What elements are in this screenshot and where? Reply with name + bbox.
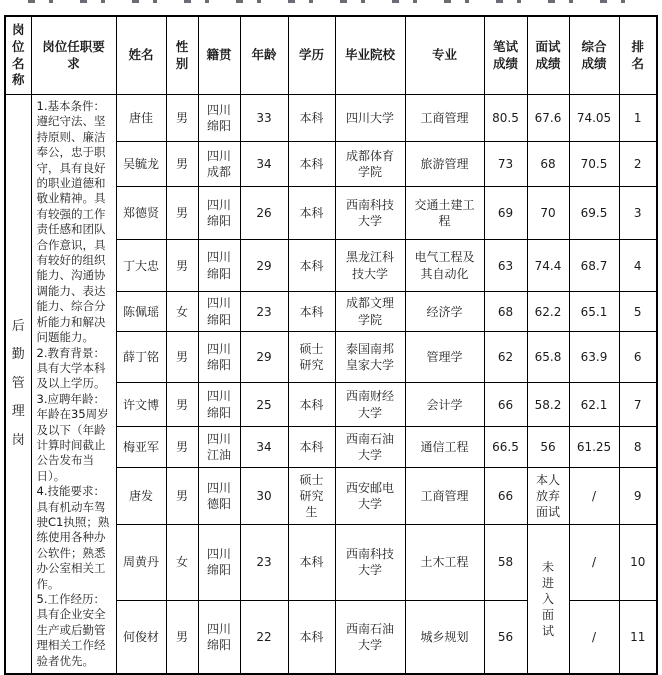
interview-note-cell <box>527 468 569 525</box>
rank-cell <box>619 240 657 292</box>
interview-merged-note-cell <box>527 525 569 675</box>
major-cell-text: 工商管理 <box>420 111 469 126</box>
written-score-cell <box>484 292 527 332</box>
written-score-cell <box>484 383 527 427</box>
name-cell <box>116 525 166 601</box>
age-cell <box>240 187 288 240</box>
age-cell <box>240 240 288 292</box>
name-cell-text: 吴毓龙 <box>122 157 159 172</box>
interview-score-cell <box>527 383 569 427</box>
interview-score-cell-text: 68 <box>540 157 556 172</box>
interview-score-cell <box>527 187 569 240</box>
written-score-cell <box>484 427 527 468</box>
education-cell-text: 本科 <box>299 555 324 570</box>
major-cell-text: 土木工程 <box>420 555 469 570</box>
composite-score-cell <box>569 292 619 332</box>
major-cell-text: 经济学 <box>426 304 463 319</box>
major-cell <box>405 525 484 601</box>
hometown-cell-text: 四川江油 <box>206 431 231 462</box>
written-score-cell <box>484 95 527 142</box>
name-cell <box>116 383 166 427</box>
school-cell-text: 成都体育学院 <box>345 148 394 179</box>
age-cell-text: 29 <box>256 350 272 365</box>
hometown-cell <box>198 187 240 240</box>
gender-cell <box>166 240 198 292</box>
written-score-cell <box>484 468 527 525</box>
gender-cell <box>166 187 198 240</box>
school-cell <box>335 525 405 601</box>
table-row <box>5 95 657 142</box>
gender-cell <box>166 332 198 383</box>
school-cell-text: 西南石油大学 <box>345 431 394 462</box>
gender-cell-text: 男 <box>175 489 188 504</box>
school-cell <box>335 383 405 427</box>
rank-cell <box>619 427 657 468</box>
rank-cell <box>619 600 657 674</box>
major-cell <box>405 187 484 240</box>
header-hometown <box>198 16 240 95</box>
education-cell-text: 本科 <box>299 258 324 273</box>
hometown-cell <box>198 525 240 601</box>
name-cell-text: 唐佳 <box>128 111 153 126</box>
written-score-cell-text: 63 <box>497 258 514 273</box>
school-cell-text: 黑龙江科技大学 <box>345 250 394 281</box>
header-position-text: 岗位名称 <box>11 21 25 88</box>
rank-cell <box>619 525 657 601</box>
age-cell <box>240 427 288 468</box>
gender-cell <box>166 383 198 427</box>
gender-cell <box>166 525 198 601</box>
hometown-cell <box>198 332 240 383</box>
written-score-cell <box>484 240 527 292</box>
table-body <box>5 95 657 675</box>
rank-cell <box>619 187 657 240</box>
education-cell-text: 本科 <box>299 304 324 319</box>
education-cell-text: 硕士研究 <box>299 341 324 372</box>
name-cell <box>116 427 166 468</box>
requirement-paragraph: 4.技能要求：具有机动车驾驶C1执照；熟练使用各种办公软件；熟悉办公室相关工作。 <box>36 484 110 591</box>
composite-score-cell-text: / <box>591 629 597 644</box>
education-cell <box>288 600 335 674</box>
header-written <box>484 16 527 95</box>
written-score-cell-text: 66.5 <box>492 440 519 455</box>
age-cell-text: 26 <box>256 206 272 221</box>
written-score-cell <box>484 600 527 674</box>
school-cell <box>335 600 405 674</box>
header-age-text: 年龄 <box>251 47 277 63</box>
school-cell-text: 西南科技大学 <box>345 197 394 228</box>
rank-cell-text: 7 <box>633 397 642 412</box>
rank-cell-text: 1 <box>633 111 642 126</box>
header-major <box>405 16 484 95</box>
header-school <box>335 16 405 95</box>
gender-cell-text: 男 <box>175 629 188 644</box>
age-cell <box>240 468 288 525</box>
rank-cell-text: 10 <box>630 555 646 570</box>
age-cell <box>240 142 288 187</box>
name-cell <box>116 187 166 240</box>
age-cell <box>240 525 288 601</box>
composite-score-cell-text: 70.5 <box>580 157 608 172</box>
hometown-cell <box>198 142 240 187</box>
school-cell-text: 泰国南邦皇家大学 <box>345 341 394 372</box>
hometown-cell-text: 四川绵阳 <box>206 621 231 652</box>
written-score-cell-text: 68 <box>497 304 514 319</box>
composite-score-cell-text: 69.5 <box>580 206 608 221</box>
header-education-text: 学历 <box>298 47 324 63</box>
header-hometown-text: 籍贯 <box>206 47 232 63</box>
header-rank <box>619 16 657 95</box>
written-score-cell-text: 62 <box>497 350 514 365</box>
header-age <box>240 16 288 95</box>
gender-cell-text: 男 <box>175 397 188 412</box>
rank-cell-text: 9 <box>633 489 642 504</box>
age-cell <box>240 292 288 332</box>
major-cell <box>405 427 484 468</box>
education-cell <box>288 525 335 601</box>
requirement-paragraph: 3.应聘年龄：年龄在35周岁及以下（年龄计算时间截止公告发布当日）。 <box>36 391 109 483</box>
composite-score-cell <box>569 468 619 525</box>
composite-score-cell-text: 65.1 <box>580 304 608 319</box>
written-score-cell <box>484 142 527 187</box>
composite-score-cell-text: 68.7 <box>580 258 608 273</box>
interview-note-cell-text: 本人放弃面试 <box>535 472 560 520</box>
hometown-cell <box>198 240 240 292</box>
name-cell <box>116 292 166 332</box>
major-cell <box>405 332 484 383</box>
interview-score-cell <box>527 142 569 187</box>
name-cell <box>116 142 166 187</box>
rank-cell <box>619 95 657 142</box>
education-cell <box>288 332 335 383</box>
education-cell-text: 本科 <box>299 397 324 412</box>
written-score-cell-text: 66 <box>497 397 514 412</box>
gender-cell <box>166 427 198 468</box>
position-name-cell <box>5 95 31 675</box>
header-requirements-text: 岗位任职要求 <box>42 38 105 71</box>
hometown-cell <box>198 468 240 525</box>
school-cell-text: 西安邮电大学 <box>345 480 394 511</box>
major-cell-text: 通信工程 <box>420 440 469 455</box>
rank-cell-text: 4 <box>633 258 642 273</box>
hometown-cell <box>198 600 240 674</box>
major-cell <box>405 95 484 142</box>
interview-score-cell-text: 74.4 <box>534 258 562 273</box>
header-gender <box>166 16 198 95</box>
school-cell <box>335 142 405 187</box>
header-rank-text: 排名 <box>631 38 644 71</box>
rank-cell-text: 3 <box>633 206 642 221</box>
name-cell-text: 郑德贤 <box>122 206 159 221</box>
name-cell-text: 何俊材 <box>122 629 159 644</box>
rank-cell <box>619 468 657 525</box>
gender-cell-text: 男 <box>175 440 188 455</box>
gender-cell-text: 男 <box>175 350 188 365</box>
composite-score-cell <box>569 332 619 383</box>
gender-cell-text: 女 <box>175 304 188 319</box>
composite-score-cell-text: 74.05 <box>576 111 612 126</box>
name-cell <box>116 95 166 142</box>
interview-score-cell <box>527 332 569 383</box>
hometown-cell-text: 四川绵阳 <box>206 296 231 327</box>
written-score-cell-text: 69 <box>497 206 514 221</box>
interview-score-cell-text: 65.8 <box>534 350 562 365</box>
gender-cell <box>166 142 198 187</box>
major-cell-text: 城乡规划 <box>420 629 469 644</box>
hometown-cell-text: 四川绵阳 <box>206 197 231 228</box>
age-cell <box>240 600 288 674</box>
school-cell <box>335 240 405 292</box>
written-score-cell-text: 73 <box>497 157 514 172</box>
age-cell-text: 34 <box>256 157 272 172</box>
rank-cell-text: 5 <box>633 304 642 319</box>
major-cell <box>405 240 484 292</box>
age-cell <box>240 332 288 383</box>
header-interview <box>527 16 569 95</box>
education-cell-text: 本科 <box>299 111 324 126</box>
rank-cell-text: 11 <box>630 629 646 644</box>
gender-cell <box>166 95 198 142</box>
major-cell <box>405 468 484 525</box>
written-score-cell-text: 66 <box>497 489 514 504</box>
interview-score-cell <box>527 427 569 468</box>
composite-score-cell-text: 62.1 <box>580 397 608 412</box>
gender-cell-text: 男 <box>175 258 188 273</box>
major-cell-text: 工商管理 <box>420 489 469 504</box>
education-cell-text: 本科 <box>299 206 324 221</box>
composite-score-cell <box>569 95 619 142</box>
hometown-cell <box>198 427 240 468</box>
name-cell <box>116 600 166 674</box>
header-name <box>116 16 166 95</box>
composite-score-cell <box>569 600 619 674</box>
gender-cell-text: 男 <box>175 111 188 126</box>
school-cell <box>335 292 405 332</box>
hometown-cell-text: 四川德阳 <box>206 480 231 511</box>
hometown-cell-text: 四川绵阳 <box>206 341 231 372</box>
age-cell-text: 30 <box>256 489 272 504</box>
written-score-cell-text: 56 <box>497 629 514 644</box>
education-cell <box>288 383 335 427</box>
hometown-cell <box>198 292 240 332</box>
composite-score-cell <box>569 142 619 187</box>
gender-cell-text: 女 <box>175 555 188 570</box>
age-cell-text: 29 <box>256 258 272 273</box>
header-major-text: 专业 <box>431 47 457 63</box>
name-cell-text: 陈佩瑶 <box>122 304 159 319</box>
composite-score-cell <box>569 187 619 240</box>
composite-score-cell <box>569 383 619 427</box>
name-cell <box>116 240 166 292</box>
header-requirements <box>31 16 116 95</box>
composite-score-cell-text: 61.25 <box>576 440 612 455</box>
hometown-cell-text: 四川成都 <box>206 148 231 179</box>
written-score-cell <box>484 332 527 383</box>
education-cell-text: 本科 <box>299 629 324 644</box>
interview-merged-note-cell-text: 未进入面试 <box>541 559 554 639</box>
school-cell-text: 成都文理学院 <box>345 296 394 327</box>
rank-cell-text: 6 <box>633 350 642 365</box>
written-score-cell-text: 58 <box>497 555 514 570</box>
header-composite <box>569 16 619 95</box>
interview-score-cell-text: 67.6 <box>534 111 562 126</box>
rank-cell <box>619 292 657 332</box>
name-cell-text: 周黄丹 <box>122 555 159 570</box>
hometown-cell-text: 四川绵阳 <box>206 250 231 281</box>
hometown-cell <box>198 383 240 427</box>
education-cell-text: 本科 <box>299 440 324 455</box>
education-cell <box>288 142 335 187</box>
interview-score-cell-text: 58.2 <box>534 397 562 412</box>
school-cell <box>335 187 405 240</box>
composite-score-cell <box>569 240 619 292</box>
requirement-paragraph: 2.教育背景：具有大学本科及以上学历。 <box>36 345 106 391</box>
rank-cell <box>619 142 657 187</box>
table-header <box>5 16 657 95</box>
rank-cell <box>619 383 657 427</box>
header-interview-text: 面试成绩 <box>535 38 561 71</box>
name-cell-text: 梅亚军 <box>122 440 159 455</box>
age-cell-text: 23 <box>256 304 272 319</box>
age-cell-text: 34 <box>256 440 272 455</box>
clipped-text-fragments <box>28 0 644 3</box>
age-cell-text: 33 <box>256 111 272 126</box>
rank-cell-text: 8 <box>633 440 642 455</box>
education-cell <box>288 292 335 332</box>
header-position <box>5 16 31 95</box>
hometown-cell-text: 四川绵阳 <box>206 102 231 133</box>
age-cell <box>240 383 288 427</box>
position-name-cell-text: 后勤管理岗 <box>11 318 25 448</box>
age-cell-text: 25 <box>256 397 272 412</box>
major-cell <box>405 600 484 674</box>
rank-cell <box>619 332 657 383</box>
header-name-text: 姓名 <box>128 47 154 63</box>
hometown-cell <box>198 95 240 142</box>
education-cell <box>288 95 335 142</box>
major-cell <box>405 383 484 427</box>
school-cell-text: 西南科技大学 <box>345 547 394 578</box>
school-cell-text: 西南石油大学 <box>345 621 394 652</box>
major-cell <box>405 292 484 332</box>
name-cell-text: 唐发 <box>128 489 153 504</box>
composite-score-cell <box>569 525 619 601</box>
header-row <box>5 16 657 95</box>
header-composite-text: 综合成绩 <box>581 38 607 71</box>
hometown-cell-text: 四川绵阳 <box>206 547 231 578</box>
interview-score-cell <box>527 292 569 332</box>
header-education <box>288 16 335 95</box>
written-score-cell-text: 80.5 <box>492 111 519 126</box>
education-cell-text: 硕士研究生 <box>299 472 324 520</box>
age-cell-text: 23 <box>256 555 272 570</box>
interview-score-cell-text: 70 <box>540 206 556 221</box>
school-cell-text: 西南财经大学 <box>345 389 394 420</box>
hometown-cell-text: 四川绵阳 <box>206 389 231 420</box>
composite-score-cell-text: / <box>591 489 597 504</box>
major-cell-text: 交通土建工程 <box>414 197 475 228</box>
major-cell-text: 管理学 <box>426 350 463 365</box>
education-cell <box>288 240 335 292</box>
name-cell <box>116 468 166 525</box>
gender-cell <box>166 468 198 525</box>
header-gender-text: 性别 <box>175 38 189 71</box>
education-cell-text: 本科 <box>299 157 324 172</box>
requirements-cell <box>31 95 116 675</box>
interview-score-cell <box>527 95 569 142</box>
interview-score-cell-text: 56 <box>540 440 556 455</box>
major-cell-text: 旅游管理 <box>420 157 469 172</box>
composite-score-cell <box>569 427 619 468</box>
written-score-cell <box>484 187 527 240</box>
school-cell <box>335 95 405 142</box>
rank-cell-text: 2 <box>633 157 642 172</box>
school-cell-text: 四川大学 <box>345 111 394 126</box>
header-school-text: 毕业院校 <box>344 47 395 63</box>
name-cell <box>116 332 166 383</box>
gender-cell <box>166 600 198 674</box>
age-cell <box>240 95 288 142</box>
written-score-cell <box>484 525 527 601</box>
education-cell <box>288 468 335 525</box>
major-cell-text: 会计学 <box>426 397 463 412</box>
recruitment-results-table <box>4 15 658 675</box>
composite-score-cell-text: / <box>591 555 597 570</box>
interview-score-cell-text: 62.2 <box>534 304 562 319</box>
education-cell <box>288 427 335 468</box>
name-cell-text: 丁大忠 <box>122 258 159 273</box>
school-cell <box>335 427 405 468</box>
requirement-paragraph: 5.工作经历：具有企业安全生产或后勤管理相关工作经验者优先。 <box>36 592 106 668</box>
age-cell-text: 22 <box>256 629 272 644</box>
header-written-text: 笔试成绩 <box>492 38 518 71</box>
gender-cell-text: 男 <box>175 157 188 172</box>
composite-score-cell-text: 63.9 <box>580 350 608 365</box>
gender-cell <box>166 292 198 332</box>
requirement-paragraph: 1.基本条件：遵纪守法、坚持原则、廉洁奉公，忠于职守，具有良好的职业道德和敬业精神。具有较强的工作责任感和团队合作意识，具有较好的组织能力、沟通协调能力、表达能力、综合分析能力和解决问题能力。 <box>36 99 106 345</box>
school-cell <box>335 468 405 525</box>
major-cell-text: 电气工程及其自动化 <box>414 250 475 281</box>
gender-cell-text: 男 <box>175 206 188 221</box>
interview-score-cell <box>527 240 569 292</box>
name-cell-text: 薛丁铭 <box>122 350 159 365</box>
major-cell <box>405 142 484 187</box>
school-cell <box>335 332 405 383</box>
education-cell <box>288 187 335 240</box>
name-cell-text: 许文博 <box>122 397 159 412</box>
